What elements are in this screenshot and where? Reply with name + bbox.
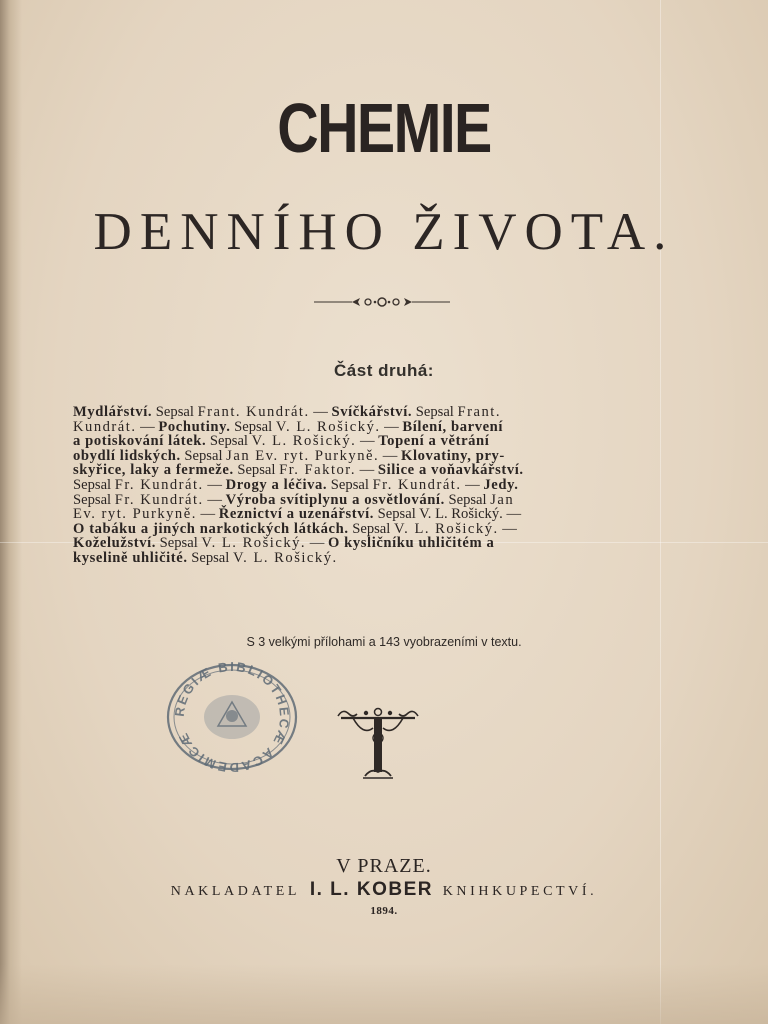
author-text: — [306, 535, 328, 552]
author-text: Sepsal [152, 404, 198, 420]
chapter-title: Drogy a léčiva. [225, 476, 328, 493]
author-text: — [461, 476, 484, 493]
author-text: V. L. Rošický. [275, 418, 381, 435]
contents-line [73, 536, 690, 551]
publication-place: V PRAZE. [336, 855, 432, 877]
chapter-title: Svíčkářství. [331, 404, 413, 420]
chapter-title: Výroba svítiplynu a osvětlování. [225, 491, 445, 508]
stamp-text: REGIÆ BIBLIOTHECÆ ACADEMICÆ [171, 660, 293, 775]
chapter-title: O tabáku a jiných narkotických látkách. [73, 520, 349, 537]
publication-year: 1894. [370, 905, 398, 917]
author-text: Sepsal [156, 535, 202, 552]
chapter-title: Koželužství. [73, 535, 156, 552]
book-subtitle: DENNÍHO ŽIVOTA. [93, 203, 675, 261]
author-text: Fr. Kundrát. [372, 476, 462, 493]
author-text: V. L. Rošický. [233, 549, 338, 566]
chapter-title: a potiskování látek. [73, 433, 207, 450]
chapter-title: Mydlářství. [73, 404, 153, 420]
illustrations-note: S 3 velkými přílohami a 143 vyobrazeními v textu. [246, 635, 522, 649]
author-text: Sepsal [206, 433, 252, 450]
chapter-title: Topení a větrání [378, 433, 490, 450]
chapter-title: obydlí lidských. [73, 447, 181, 464]
author-text: — [356, 462, 378, 479]
contents-line [73, 434, 690, 449]
author-text: — [203, 491, 226, 508]
book-title: CHEMIE [277, 89, 491, 167]
author-text: — [136, 418, 159, 435]
author-text: Sepsal [327, 476, 373, 493]
author-text: Fr. Faktor. [279, 462, 357, 479]
author-text: V. L. Rošický. [251, 433, 357, 450]
contents-line [73, 507, 690, 522]
contents-line [73, 420, 690, 435]
author-text: — [380, 418, 403, 435]
author-text: — [502, 506, 522, 523]
author-text: Fr. Kundrát. [114, 476, 204, 493]
table-of-contents [73, 405, 690, 566]
contents-line [73, 551, 690, 566]
contents-line [73, 522, 690, 537]
author-text: Sepsal [444, 491, 491, 508]
author-text: Sepsal [233, 462, 280, 479]
author-text: — [309, 404, 332, 420]
chapter-title: Jedy. [483, 476, 519, 493]
author-text: V. L. Rošický. [201, 535, 307, 552]
author-text: Sepsal [230, 418, 276, 435]
contents-line [73, 463, 690, 478]
author-text: Frant. [457, 404, 501, 420]
author-text: Sepsal [73, 476, 115, 493]
author-text: Fr. Kundrát. [114, 491, 204, 508]
author-text: Frant. Kundrát. [197, 404, 310, 420]
page-edge-shade [0, 964, 768, 1024]
author-text: — [498, 520, 517, 537]
author-text: — [203, 476, 226, 493]
author-text: Sepsal [412, 404, 458, 420]
author-text: Sepsal [348, 520, 394, 537]
author-text: Jan Ev. ryt. Purkyně. [226, 447, 380, 464]
author-text: Sepsal [180, 447, 227, 464]
chapter-title: Klovatiny, pry- [401, 447, 505, 464]
author-text: V. L. Rošický. [419, 506, 503, 523]
author-text: Ev. ryt. Purkyně. [73, 506, 197, 523]
publisher-suffix: KNIHKUPECTVÍ. [442, 884, 598, 899]
contents-line [73, 493, 690, 508]
contents-line [73, 405, 690, 420]
author-text: Sepsal [73, 491, 115, 508]
chapter-title: O kysličníku uhličitém a [327, 535, 495, 552]
author-text: — [356, 433, 379, 450]
author-text: Kundrát. [73, 418, 137, 435]
author-text: Sepsal [374, 506, 420, 523]
library-stamp-icon [162, 660, 302, 775]
publisher-name: I. L. KOBER [309, 879, 433, 900]
chapter-title: Silice a voňavkářství. [377, 462, 524, 479]
chapter-title: Řeznictví a uzenářství. [218, 506, 374, 523]
printer-ornament-icon [333, 706, 423, 782]
part-heading: Část druhá: [334, 361, 434, 380]
author-text: — [379, 447, 402, 464]
publisher-line [0, 879, 768, 901]
author-text: — [196, 506, 219, 523]
author-text: Sepsal [187, 549, 233, 566]
chapter-title: Bílení, barvení [402, 418, 504, 435]
contents-line [73, 478, 690, 493]
author-text: V. L. Rošický. [394, 520, 499, 537]
author-text: Jan [490, 491, 515, 508]
chapter-title: Pochutiny. [158, 418, 231, 435]
chapter-title: kyselině uhličité. [73, 549, 188, 566]
publisher-prefix: NAKLADATEL [170, 884, 301, 899]
contents-line [73, 449, 690, 464]
decorative-rule-icon [312, 294, 452, 310]
chapter-title: skyřice, laky a fermeže. [73, 462, 234, 479]
